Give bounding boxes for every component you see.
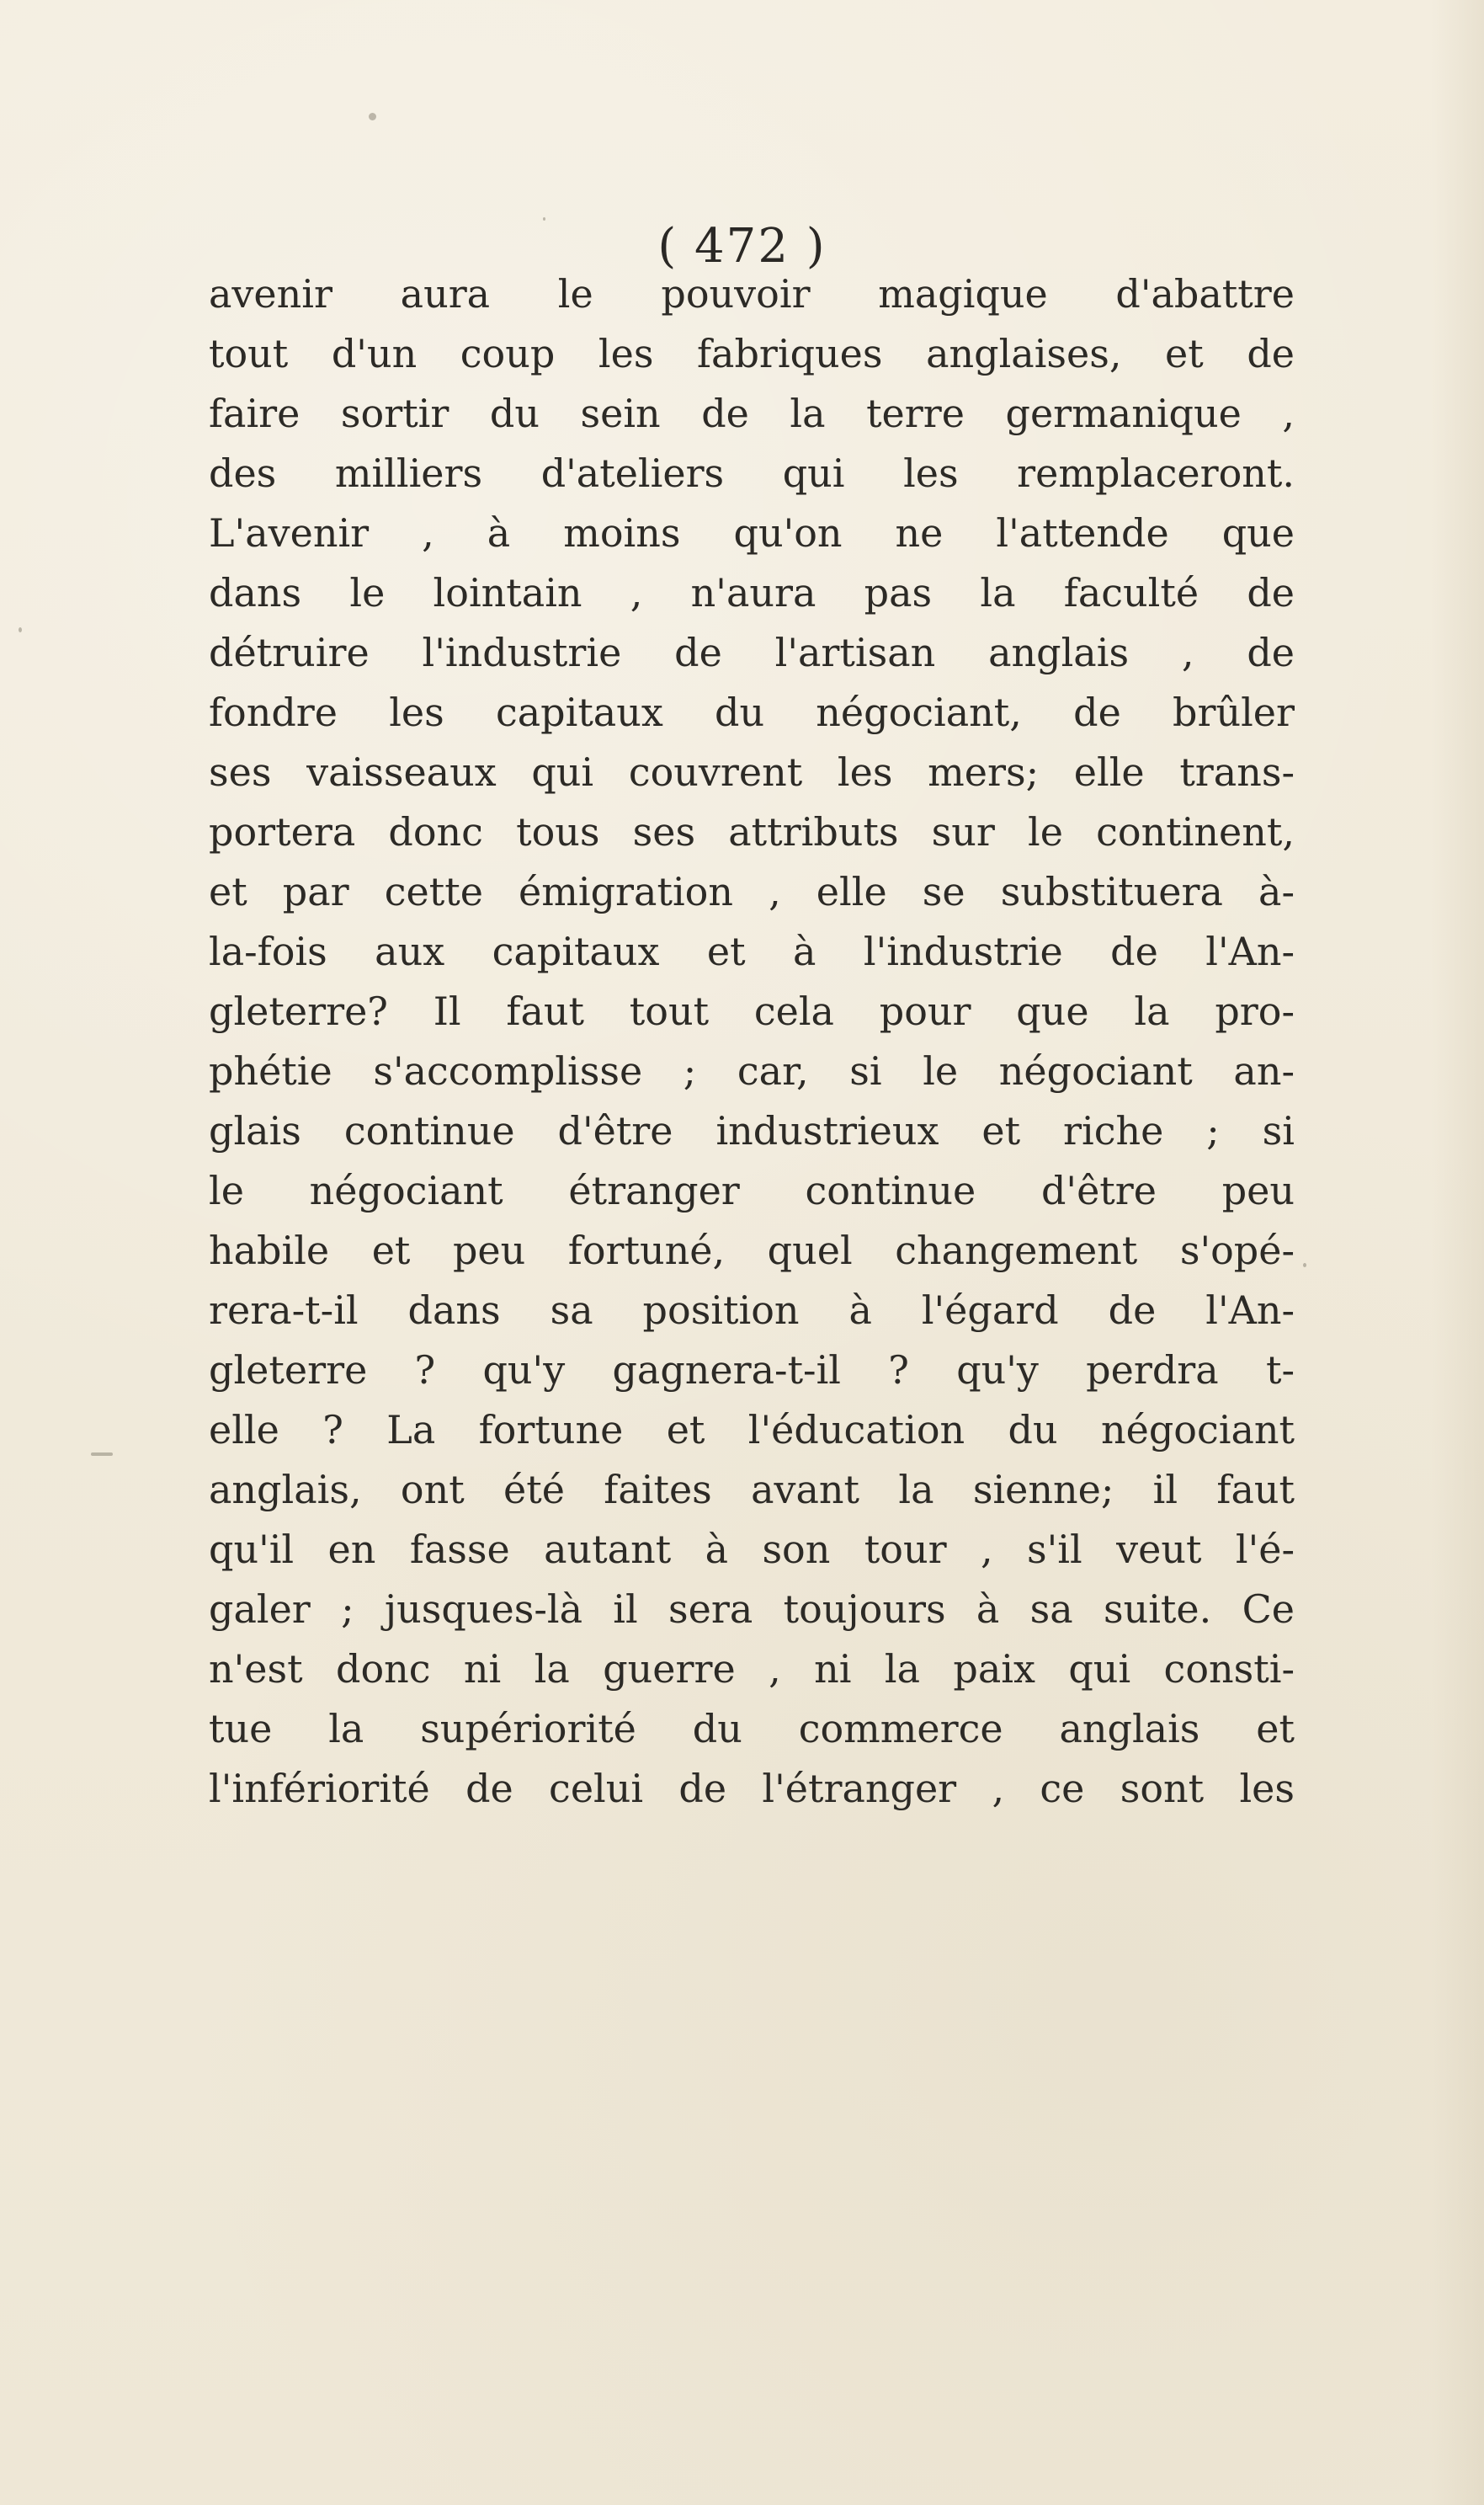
text-line: et par cette émigration , elle se substituera à- <box>209 869 1295 914</box>
text-line: glais continue d'être industrieux et riche ; si <box>209 1108 1295 1154</box>
text-line: L'avenir , à moins qu'on ne l'attende que <box>209 510 1295 556</box>
paper-speck <box>91 1452 113 1456</box>
text-line: gleterre? Il faut tout cela pour que la pro- <box>209 989 1295 1034</box>
text-line: avenir aura le pouvoir magique d'abattre <box>209 271 1295 317</box>
text-line: la-fois aux capitaux et à l'industrie de l'An- <box>209 929 1295 974</box>
text-line: tue la supériorité du commerce anglais et <box>209 1706 1295 1751</box>
page-number: ( 472 ) <box>657 219 827 274</box>
text-line: habile et peu fortuné, quel changement s'opé- <box>209 1228 1295 1273</box>
text-line: elle ? La fortune et l'éducation du négociant <box>209 1407 1295 1452</box>
text-line: faire sortir du sein de la terre germanique , <box>209 391 1295 436</box>
text-line: qu'il en fasse autant à son tour , s'il veut l'é- <box>209 1527 1295 1572</box>
text-line: rera-t-il dans sa position à l'égard de l'An- <box>209 1287 1295 1333</box>
text-line: galer ; jusques-là il sera toujours à sa suite. Ce <box>209 1586 1295 1632</box>
paper-speck <box>19 627 22 632</box>
text-line: détruire l'industrie de l'artisan anglais , de <box>209 630 1295 675</box>
text-line: des milliers d'ateliers qui les remplaceront. <box>209 450 1295 496</box>
text-line: portera donc tous ses attributs sur le continent, <box>209 809 1295 855</box>
paper-speck <box>1303 1263 1306 1267</box>
text-line: dans le lointain , n'aura pas la faculté de <box>209 570 1295 616</box>
paper-speck <box>543 217 545 221</box>
text-line: phétie s'accomplisse ; car, si le négociant an- <box>209 1048 1295 1094</box>
text-line: ses vaisseaux qui couvrent les mers; elle trans- <box>209 749 1295 795</box>
page-edge-shading <box>1431 0 1484 2505</box>
text-line: fondre les capitaux du négociant, de brûler <box>209 690 1295 735</box>
text-line: le négociant étranger continue d'être peu <box>209 1168 1295 1213</box>
text-line: n'est donc ni la guerre , ni la paix qui consti- <box>209 1646 1295 1692</box>
paper-speck <box>369 113 376 120</box>
text-line: l'infériorité de celui de l'étranger , ce sont les <box>209 1766 1295 1811</box>
text-line: gleterre ? qu'y gagnera-t-il ? qu'y perdra t- <box>209 1347 1295 1393</box>
text-line: anglais, ont été faites avant la sienne; il faut <box>209 1467 1295 1512</box>
text-line: tout d'un coup les fabriques anglaises, et de <box>209 331 1295 376</box>
